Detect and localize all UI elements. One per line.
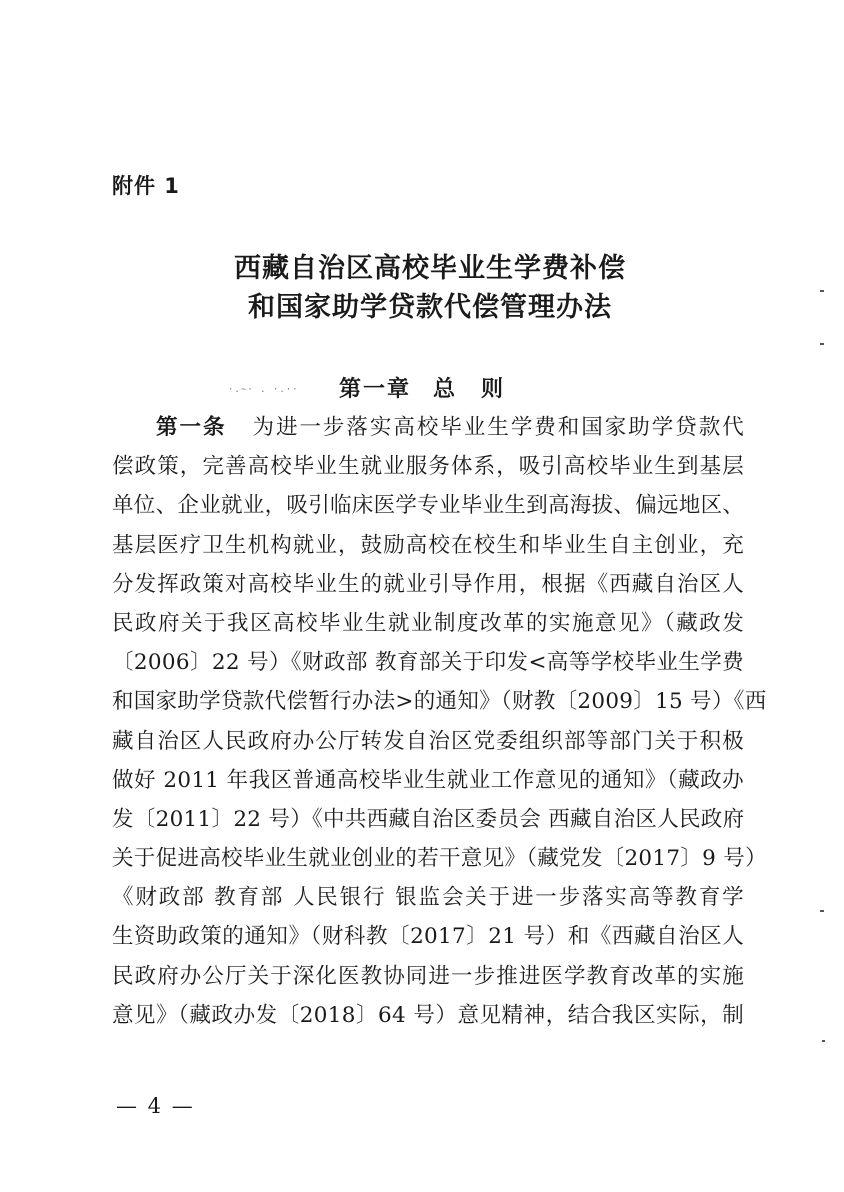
scan-mark (820, 343, 824, 345)
article-line: 第一条 为进一步落实高校毕业生学费和国家助学贷款代 (156, 415, 744, 440)
article-line: 民政府办公厅关于深化医教协同进一步推进医学教育改革的实施 (112, 963, 744, 989)
article-line: 《财政部 教育部 人民银行 银监会关于进一步落实高等教育学 (112, 885, 744, 911)
article-line: 发〔2011〕22 号）《中共西藏自治区委员会 西藏自治区人民政府 (112, 806, 745, 832)
document-title-line-2: 和国家助学贷款代偿管理办法 (248, 292, 612, 323)
article-label: 第一条 (156, 415, 227, 440)
article-line: 民政府关于我区高校毕业生就业制度改革的实施意见》（藏政发 (112, 610, 744, 636)
article-line: 藏自治区人民政府办公厅转发自治区党委组织部等部门关于积极 (112, 728, 744, 754)
document-title-line-1: 西藏自治区高校毕业生学费补偿 (234, 253, 626, 284)
article-line: 生资助政策的通知》（财科教〔2017〕21 号）和《西藏自治区人 (112, 924, 744, 950)
chapter-number: 第一章 (338, 377, 411, 402)
article-line: 〔2006〕22 号）《财政部 教育部关于印发<高等学校毕业生学费 (112, 650, 744, 676)
attachment-label: 附件 1 (112, 174, 180, 198)
scan-mark (820, 290, 824, 292)
article-line: 意见》（藏政办发〔2018〕64 号）意见精神，结合我区实际，制 (112, 1002, 744, 1028)
chapter-heading (0, 372, 844, 403)
scan-mark (822, 1040, 825, 1042)
scan-noise: ·.~· . ·.·· (228, 385, 299, 395)
article-line: 分发挥政策对高校毕业生的就业引导作用，根据《西藏自治区人 (112, 571, 744, 597)
article-body (112, 408, 767, 1035)
article-line: 做好 2011 年我区普通高校毕业生就业工作意见的通知》（藏政办 (112, 767, 744, 793)
article-line: 和国家助学贷款代偿暂行办法>的通知》（财教〔2009〕15 号）《西 (112, 689, 767, 715)
article-line: 基层医疗卫生机构就业，鼓励高校在校生和毕业生自主创业，充 (112, 532, 744, 558)
article-line: 关于促进高校毕业生就业创业的若干意见》（藏党发〔2017〕9 号） (112, 846, 767, 872)
chapter-name: 总 则 (433, 377, 506, 402)
article-line: 偿政策，完善高校毕业生就业服务体系，吸引高校毕业生到基层 (112, 454, 744, 480)
article-line: 单位、企业就业，吸引临床医学专业毕业生到高海拔、偏远地区、 (112, 493, 745, 519)
page-number: — 4 — (116, 1094, 195, 1118)
scan-mark (820, 910, 824, 912)
